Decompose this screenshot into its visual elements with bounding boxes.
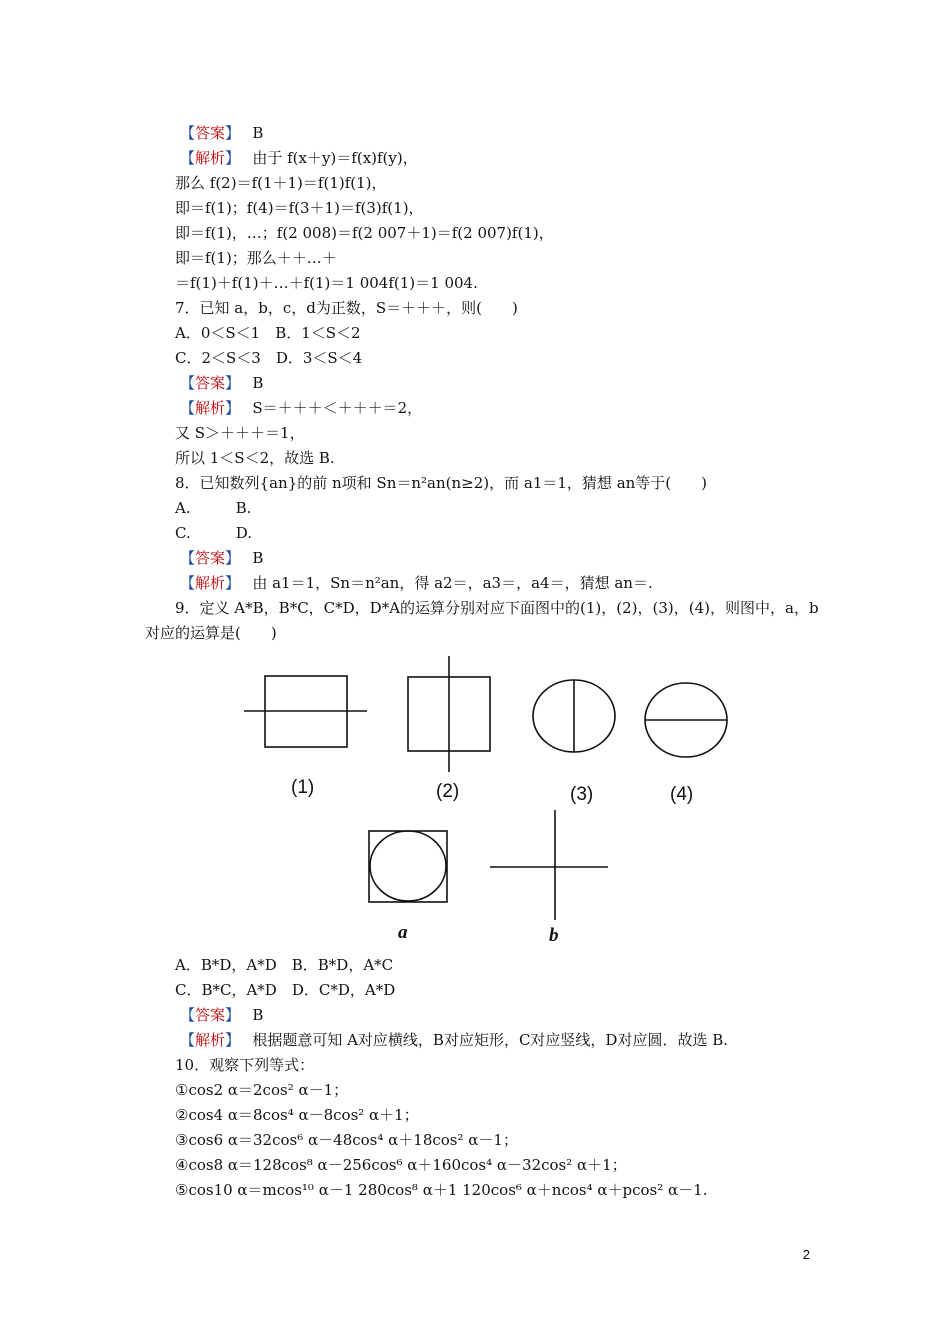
- line-text: B: [252, 549, 264, 567]
- line-text: 又 S＞＋＋＋＝1，: [175, 424, 305, 442]
- figb-label: b: [549, 925, 559, 946]
- line-text: B: [252, 1006, 264, 1024]
- fig4-label: (4): [670, 784, 694, 805]
- line-text: A．B*D，A*D B．B*D，A*C: [175, 956, 394, 974]
- line-text: 所以 1＜S＜2，故选 B.: [175, 449, 335, 467]
- line-text: C．2＜S＜3 D．3＜S＜4: [175, 349, 363, 367]
- line-text: 由 a1＝1，Sn＝n²an，得 a2＝，a3＝，a4＝，猜想 an＝.: [252, 574, 653, 592]
- tag-label: 答案: [195, 374, 226, 392]
- page-number: 2: [802, 1247, 810, 1262]
- line-text: ④cos8 α＝128cos⁸ α－256cos⁶ α＋160cos⁴ α－32cos² α＋1；: [175, 1156, 627, 1174]
- fig3-label: (3): [570, 784, 594, 805]
- line-text: 由于 f(x＋y)＝f(x)f(y)，: [252, 149, 418, 167]
- line-text: 即＝f(1)，…；f(2 008)＝f(2 007＋1)＝f(2 007)f(1)，: [175, 224, 554, 242]
- line-text: 9．定义 A*B，B*C，C*D，D*A的运算分别对应下面图中的(1)，(2)，(3)，(4)，则图中，a，b: [175, 599, 819, 617]
- line-text: A. B.: [175, 499, 252, 517]
- line-text: C．B*C，A*D D．C*D，A*D: [175, 981, 396, 999]
- line-text: 8．已知数列{an}的前 n项和 Sn＝n²an(n≥2)，而 a1＝1，猜想 an等于( ): [175, 474, 707, 492]
- analysis-tag: 【解析】: [180, 1031, 233, 1049]
- line-text: S＝＋＋＋＜＋＋＋＝2，: [252, 399, 423, 417]
- tag-label: 解析: [195, 399, 226, 417]
- line-text: 那么 f(2)＝f(1＋1)＝f(1)f(1)，: [175, 174, 387, 192]
- analysis-tag: 【解析】: [180, 399, 233, 417]
- answer-tag: 【答案】: [180, 1006, 233, 1024]
- fig2-label: (2): [436, 781, 460, 802]
- line-text: ①cos2 α＝2cos² α－1；: [175, 1081, 349, 1099]
- answer-tag: 【答案】: [180, 549, 233, 567]
- analysis-tag: 【解析】: [180, 149, 233, 167]
- answer-tag: 【答案】: [180, 374, 233, 392]
- tag-label: 解析: [195, 149, 226, 167]
- line-text: B: [252, 124, 264, 142]
- figa-circle: [370, 831, 446, 901]
- line-text: 即＝f(1)；f(4)＝f(3＋1)＝f(3)f(1)，: [175, 199, 424, 217]
- line-text: 即＝f(1)；那么＋＋…＋: [175, 249, 337, 267]
- line-text: ＝f(1)＋f(1)＋…＋f(1)＝1 004f(1)＝1 004.: [175, 274, 478, 292]
- line-text: ③cos6 α＝32cos⁶ α－48cos⁴ α＋18cos² α－1；: [175, 1131, 518, 1149]
- line-text: ⑤cos10 α＝mcos¹⁰ α－1 280cos⁸ α＋1 120cos⁶ α＋ncos⁴ α＋pcos² α－1.: [175, 1181, 708, 1199]
- fig1-label: (1): [291, 777, 315, 798]
- line-text: A．0＜S＜1 B．1＜S＜2: [175, 324, 361, 342]
- line-text: 根据题意可知 A对应横线，B对应矩形，C对应竖线，D对应圆．故选 B.: [252, 1031, 729, 1049]
- line-text: C. D.: [175, 524, 252, 542]
- line-text: 10．观察下列等式：: [175, 1056, 315, 1074]
- tag-label: 答案: [195, 549, 226, 567]
- figa-label: a: [398, 922, 408, 943]
- tag-label: 解析: [195, 574, 226, 592]
- answer-tag: 【答案】: [180, 124, 233, 142]
- tag-label: 答案: [195, 124, 226, 142]
- line-text: B: [252, 374, 264, 392]
- analysis-tag: 【解析】: [180, 574, 233, 592]
- line-text: 7．已知 a，b，c，d为正数，S＝＋＋＋，则( ): [175, 299, 518, 317]
- tag-label: 答案: [195, 1006, 226, 1024]
- tag-label: 解析: [195, 1031, 226, 1049]
- line-text: 对应的运算是( ): [145, 624, 277, 642]
- line-text: ②cos4 α＝8cos⁴ α－8cos² α＋1；: [175, 1106, 419, 1124]
